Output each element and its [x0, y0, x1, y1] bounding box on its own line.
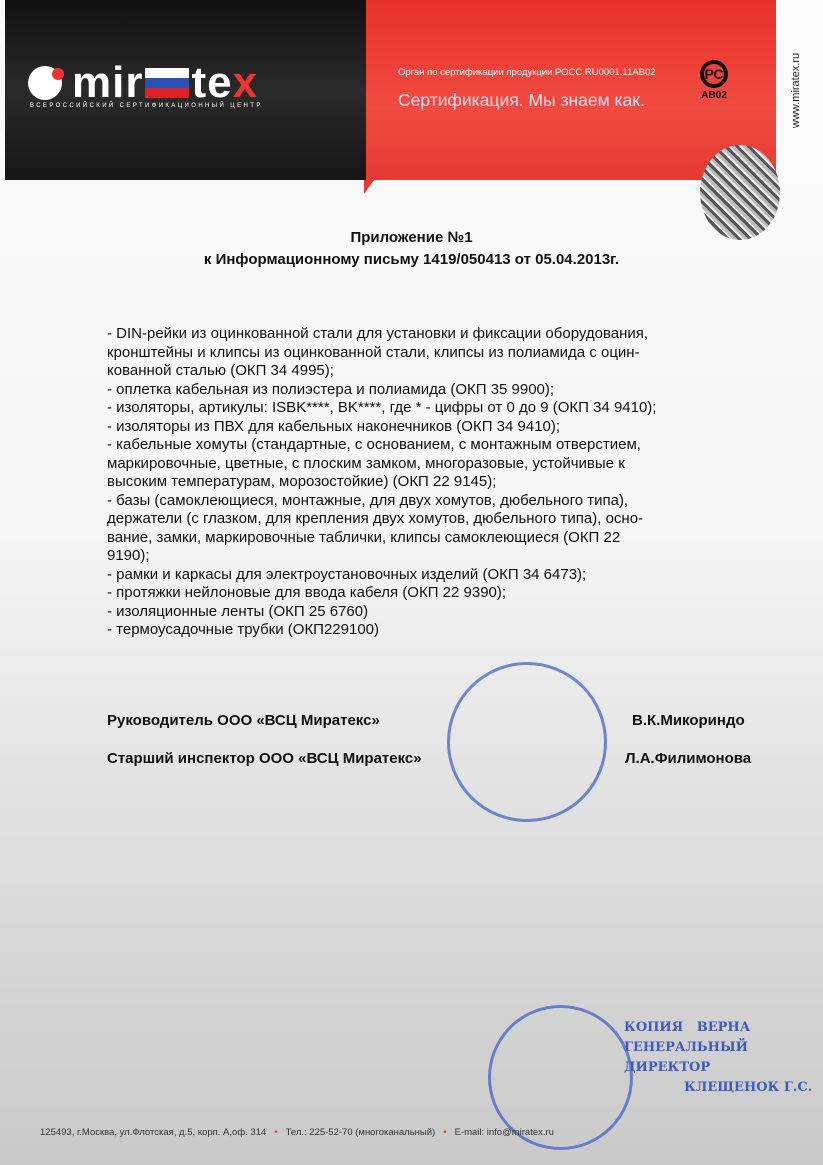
list-line: - DIN-рейки из оцинкованной стали для установки и фиксации оборудования, [107, 325, 649, 342]
list-line: - изоляторы, артикулы: ISBK****, BK****, где * - цифры от 0 до 9 (ОКП 34 9410); [107, 399, 657, 416]
list-line: высоким температурам, морозостойкие) (ОКП 22 9145); [107, 473, 497, 490]
copy-line-2: ГЕНЕРАЛЬНЫЙ ДИРЕКТОР [624, 1040, 748, 1075]
list-line: - рамки и каркасы для электроустановочных изделий (ОКП 34 6473); [107, 565, 587, 583]
list-line: - кабельные хомуты (стандартные, с основанием, с монтажным отверстием, [107, 436, 641, 453]
signature-role-1: Руководитель ООО «ВСЦ Миратекс» [107, 712, 380, 729]
signature-name-2: Л.А.Филимонова [625, 750, 752, 767]
slogan: Сертификация. Мы знаем как. [398, 90, 645, 110]
signature-role-2: Старший инспектор ООО «ВСЦ Миратекс» [107, 750, 422, 767]
rst-mark [700, 60, 728, 101]
footer-phone: Тел.: 225-52-70 (многоканальный) [285, 1127, 436, 1138]
copy-line-3: КЛЕЩЕНОК Г.С. [684, 1080, 813, 1095]
footer-address: 125493, г.Москва, ул.Флотская, д.5, корп. А,оф. 314 [40, 1127, 267, 1138]
certification-body: Орган по сертификации продукции РОСС.RU0001.11АВ02 [398, 67, 656, 78]
logo-tagline: ВСЕРОССИЙСКИЙ СЕРТИФИКАЦИОННЫЙ ЦЕНТР [30, 103, 263, 109]
copy-certified-stamp [624, 1018, 823, 1098]
signature-name-1: В.К.Микориндо [632, 712, 745, 729]
list-line: - протяжки нейлоновые для ввода кабеля (ОКП 22 9390); [107, 584, 507, 601]
list-line: маркировочные, цветные, с плоским замком, многоразовые, устойчивые к [107, 454, 625, 472]
list-line: кованной сталью (ОКП 34 4995); [107, 362, 334, 379]
list-line: вание, замки, маркировочные таблички, клипсы самоклеющиеся (ОКП 22 [107, 528, 621, 546]
doc-title: Приложение №1 [350, 229, 473, 246]
miratex-logo: mir te x [28, 58, 258, 108]
copy-line-1: КОПИЯ ВЕРНА [624, 1020, 751, 1035]
list-line: - оплетка кабельная из полиэстера и полиамида (ОКП 35 9900); [107, 380, 555, 398]
website: www.miratex.ru [790, 52, 802, 128]
product-list [107, 325, 777, 640]
round-stamp [447, 662, 607, 822]
hologram-sticker [700, 145, 780, 240]
footer-email: E-mail: info@miratex.ru [454, 1127, 554, 1138]
list-line: - изоляционные ленты (ОКП 25 6760) [107, 602, 369, 620]
doc-subtitle: к Информационному письму 1419/050413 от 05.04.2013г. [203, 251, 620, 268]
list-line: кронштейны и клипсы из оцинкованной стали, клипсы из полиамида с оцин- [107, 343, 640, 361]
list-line: - термоусадочные трубки (ОКП229100) [107, 621, 380, 638]
list-line: держатели (с глазком, для крепления двух хомутов, дюбельного типа), осно- [107, 510, 644, 527]
list-line: - базы (самоклеющиеся, монтажные, для двух хомутов, дюбельного типа), [107, 491, 629, 509]
footer: 125493, г.Москва, ул.Флотская, д.5, корп. А,оф. 314 • Тел.: 225-52-70 (многоканальный) • E-mail: info@miratex.ru [40, 1127, 554, 1138]
list-line: 9190); [107, 547, 150, 564]
rst-icon: РС [700, 60, 728, 88]
mark-code: АВ02 [701, 90, 727, 101]
list-line: - изоляторы из ПВХ для кабельных наконечников (ОКП 34 9410); [107, 417, 561, 435]
